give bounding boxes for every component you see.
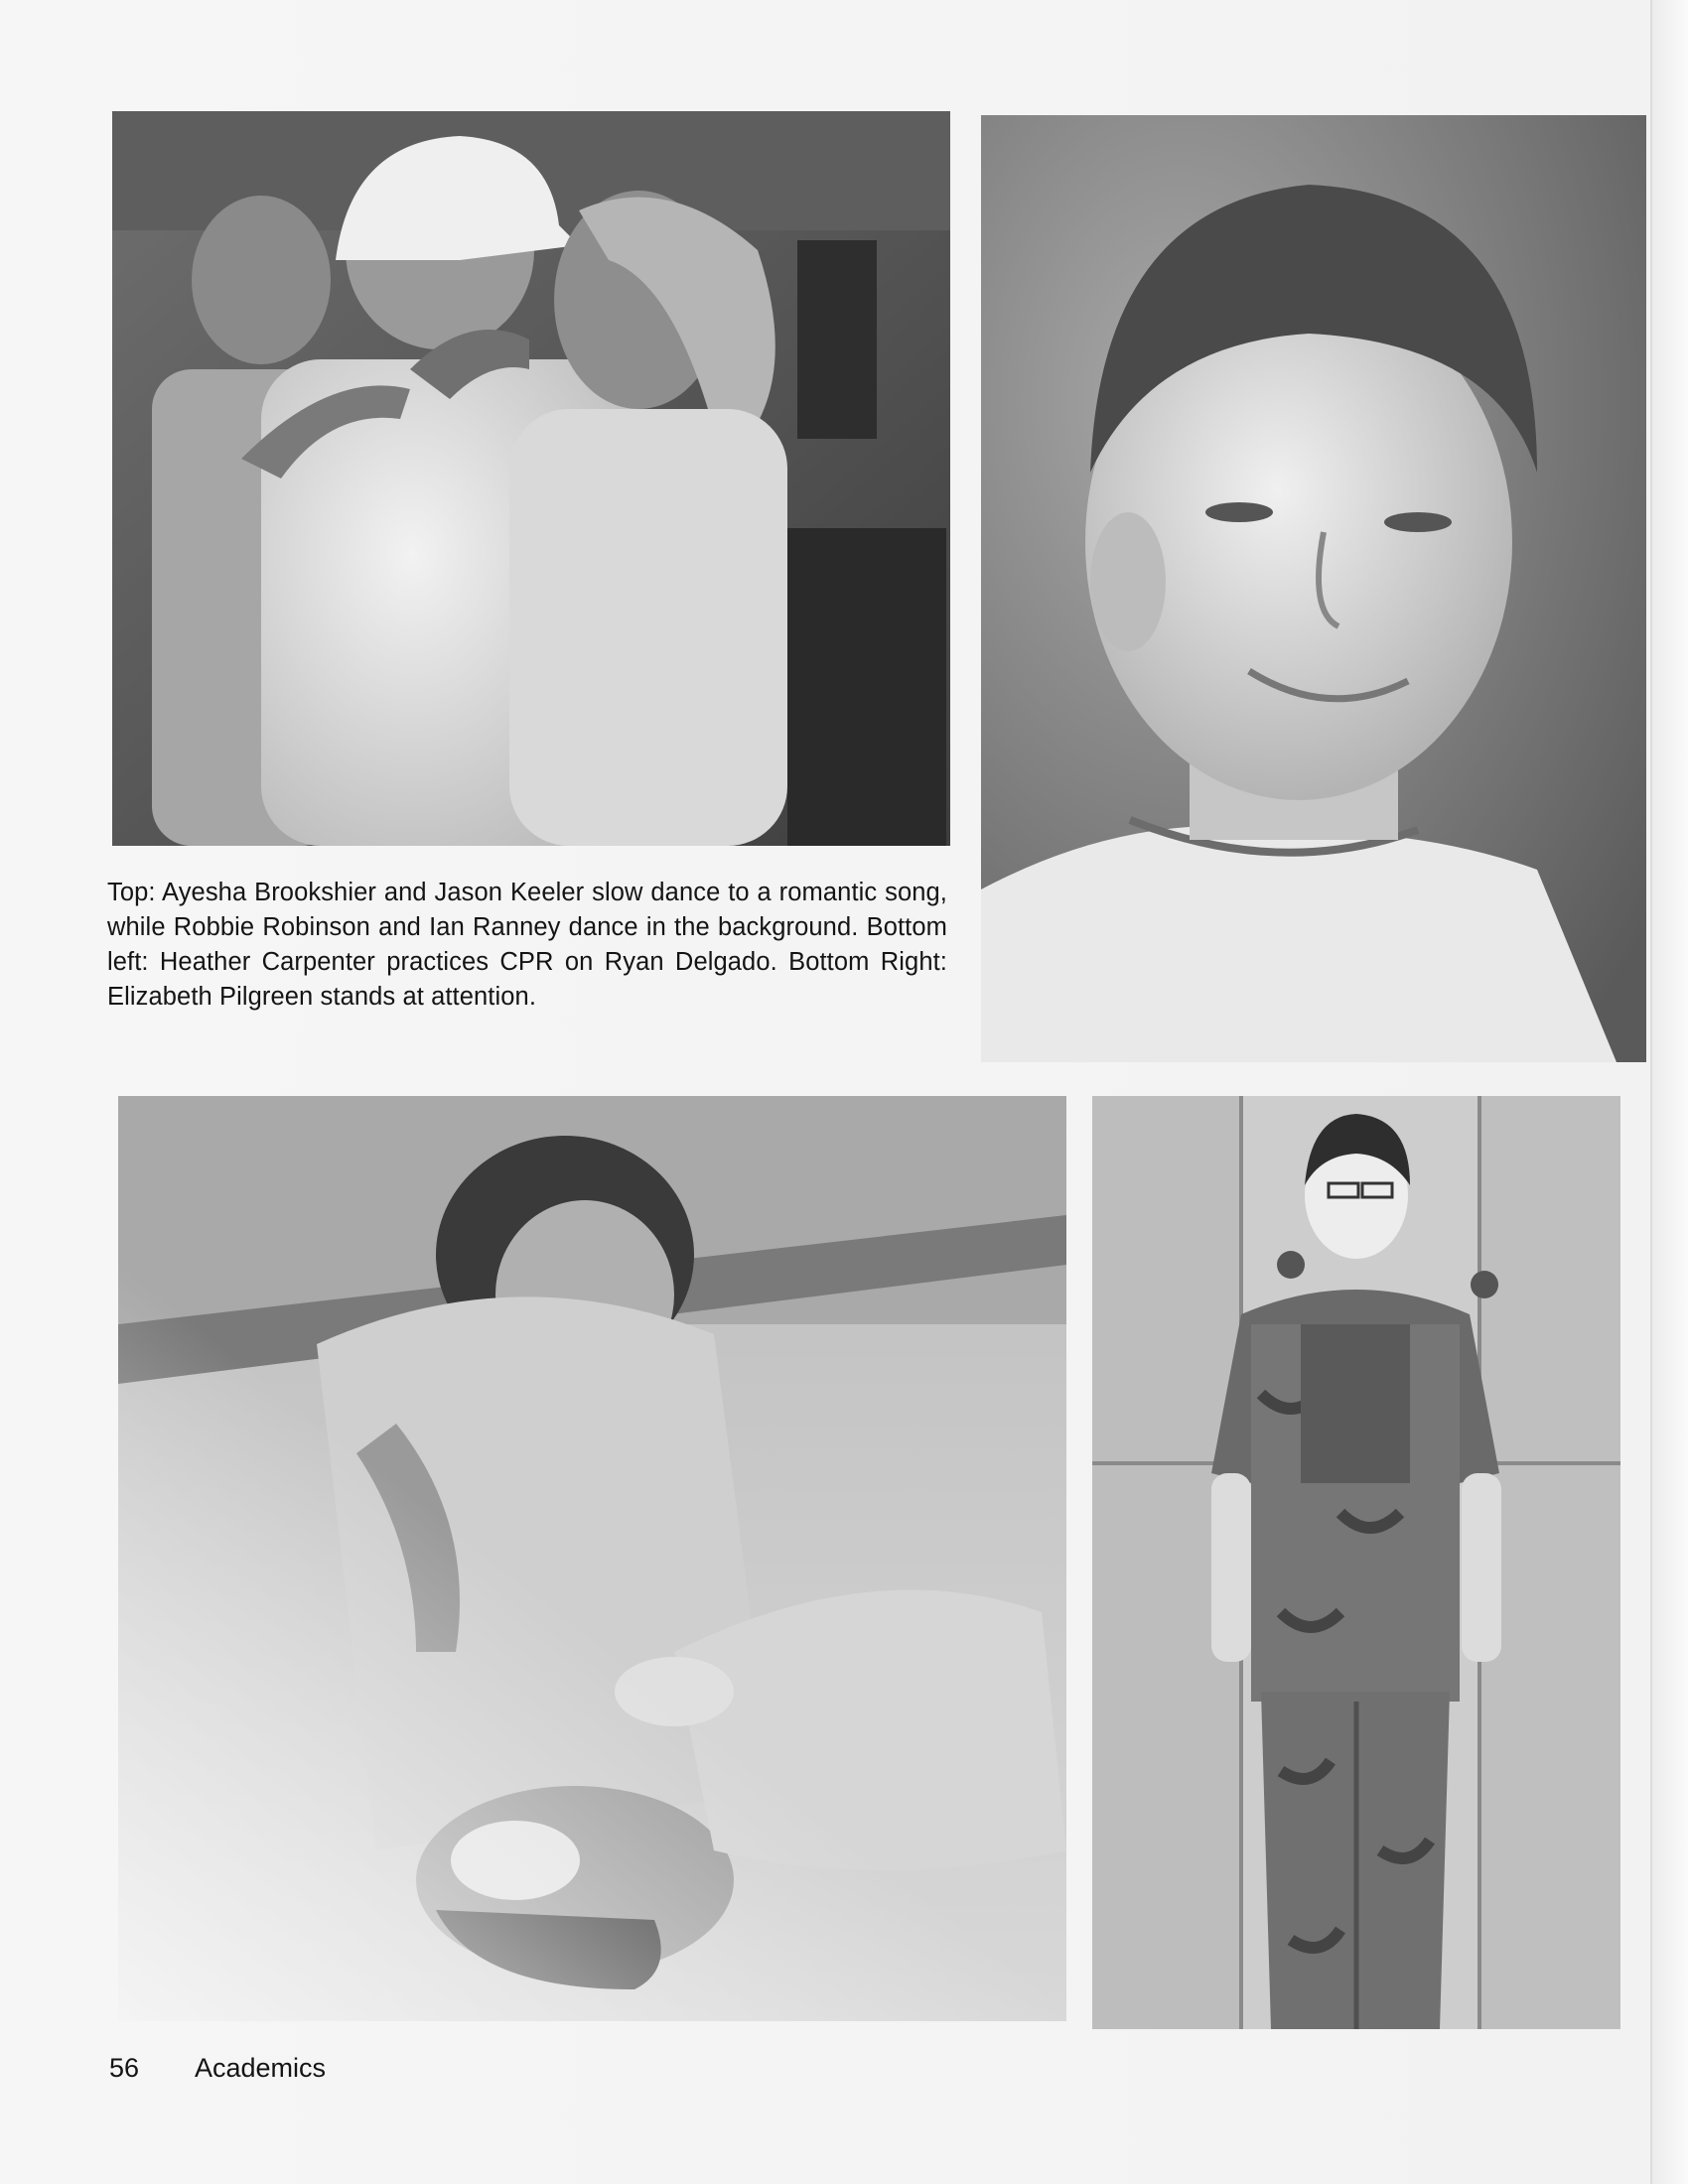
photo-dancing-couple [112, 111, 950, 846]
page-footer [109, 2053, 326, 2084]
student-at-lockers-image [1092, 1096, 1620, 2029]
page-number: 56 [109, 2053, 140, 2083]
dancing-couple-image [112, 111, 950, 846]
photo-student-at-lockers [1092, 1096, 1620, 2029]
section-title: Academics [195, 2053, 327, 2083]
page-edge [1650, 0, 1688, 2184]
photo-cpr-practice [118, 1096, 1066, 2021]
photo-caption: Top: Ayesha Brookshier and Jason Keeler slow dance to a romantic song, while Robbie Robinson and Ian Ranney dance in the background. Bottom left: Heather Carpenter practices CPR on Ryan Delgado. Bottom Right: Elizabeth Pilgreen stands at attention. [107, 879, 947, 1011]
student-portrait-image [981, 115, 1646, 1062]
cpr-practice-image [118, 1096, 1066, 2021]
photo-student-portrait [981, 115, 1646, 1062]
